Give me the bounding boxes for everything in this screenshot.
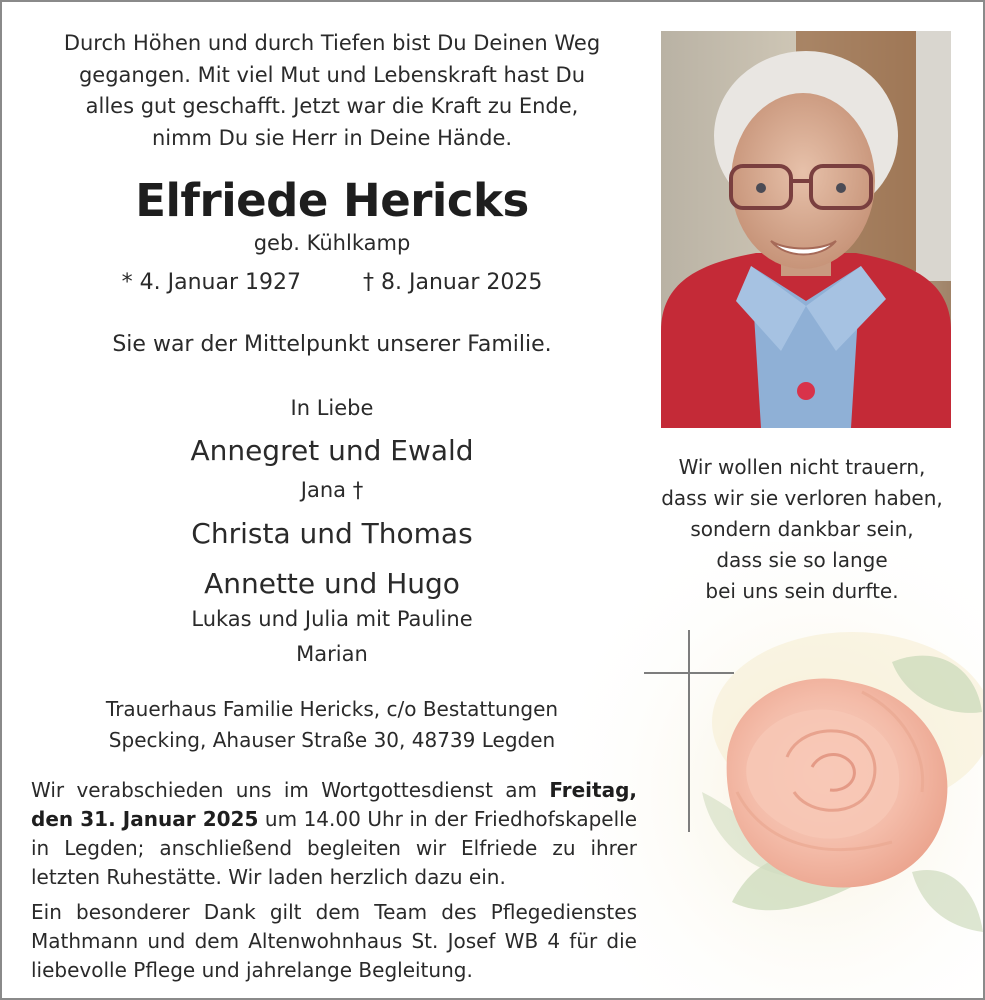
service-text: um 14.00 Uhr in der Friedhofskapelle in Legden; anschließend begleiten wir Elfriede zu ihrer letzten Ruhestätte. Wir laden herzlich dazu ein. — [31, 807, 638, 889]
death-date: † 8. Januar 2025 — [363, 270, 543, 295]
service-text: Wir verabschieden uns im Wortgottesdienst am — [31, 778, 550, 802]
quote-line: sondern dankbar sein, — [690, 517, 914, 541]
address-line: Specking, Ahauser Straße 30, 48739 Legden — [108, 728, 556, 752]
service-notice — [31, 776, 637, 892]
mourner-name: Annette und Hugo — [204, 567, 460, 600]
deceased-name: Elfriede Hericks — [135, 174, 529, 227]
mourner-name: Annegret und Ewald — [190, 434, 474, 467]
poem-line: Durch Höhen und durch Tiefen bist Du Deinen Weg — [63, 31, 601, 55]
portrait-photo — [661, 31, 951, 428]
address-line: Trauerhaus Familie Hericks, c/o Bestattungen — [105, 697, 559, 721]
closing-quote — [622, 452, 982, 607]
poem-line: alles gut geschafft. Jetzt war die Kraft zu Ende, — [85, 94, 579, 118]
service-day: Freitag, — [549, 778, 637, 802]
mourner-name: Jana † — [300, 478, 364, 502]
mourning-house-address — [22, 694, 642, 756]
birth-name: geb. Kühlkamp — [253, 231, 411, 255]
quote-line: Wir wollen nicht trauern, — [678, 455, 926, 479]
quote-line: dass wir sie verloren haben, — [661, 486, 943, 510]
quote-line: bei uns sein durfte. — [705, 579, 899, 603]
birth-date: * 4. Januar 1927 — [121, 270, 301, 295]
mourner-name: Lukas und Julia mit Pauline — [191, 607, 473, 631]
life-dates — [22, 270, 642, 295]
mourner-name: Marian — [296, 642, 368, 666]
poem-line: nimm Du sie Herr in Deine Hände. — [151, 125, 513, 150]
poem-line: gegangen. Mit viel Mut und Lebenskraft hast Du — [78, 62, 586, 87]
mourner-name: Christa und Thomas — [191, 517, 473, 550]
opening-poem — [22, 28, 642, 154]
in-love-label: In Liebe — [290, 396, 374, 420]
tagline: Sie war der Mittelpunkt unserer Familie. — [112, 332, 552, 357]
thanks-note: Ein besonderer Dank gilt dem Team des Pflegedienstes Mathmann und dem Altenwohnhaus St. Josef WB 4 für die liebevolle Pflege und jahrelange Begleitung. — [31, 900, 637, 982]
service-date: den 31. Januar 2025 — [31, 807, 259, 831]
quote-line: dass sie so lange — [716, 548, 888, 572]
